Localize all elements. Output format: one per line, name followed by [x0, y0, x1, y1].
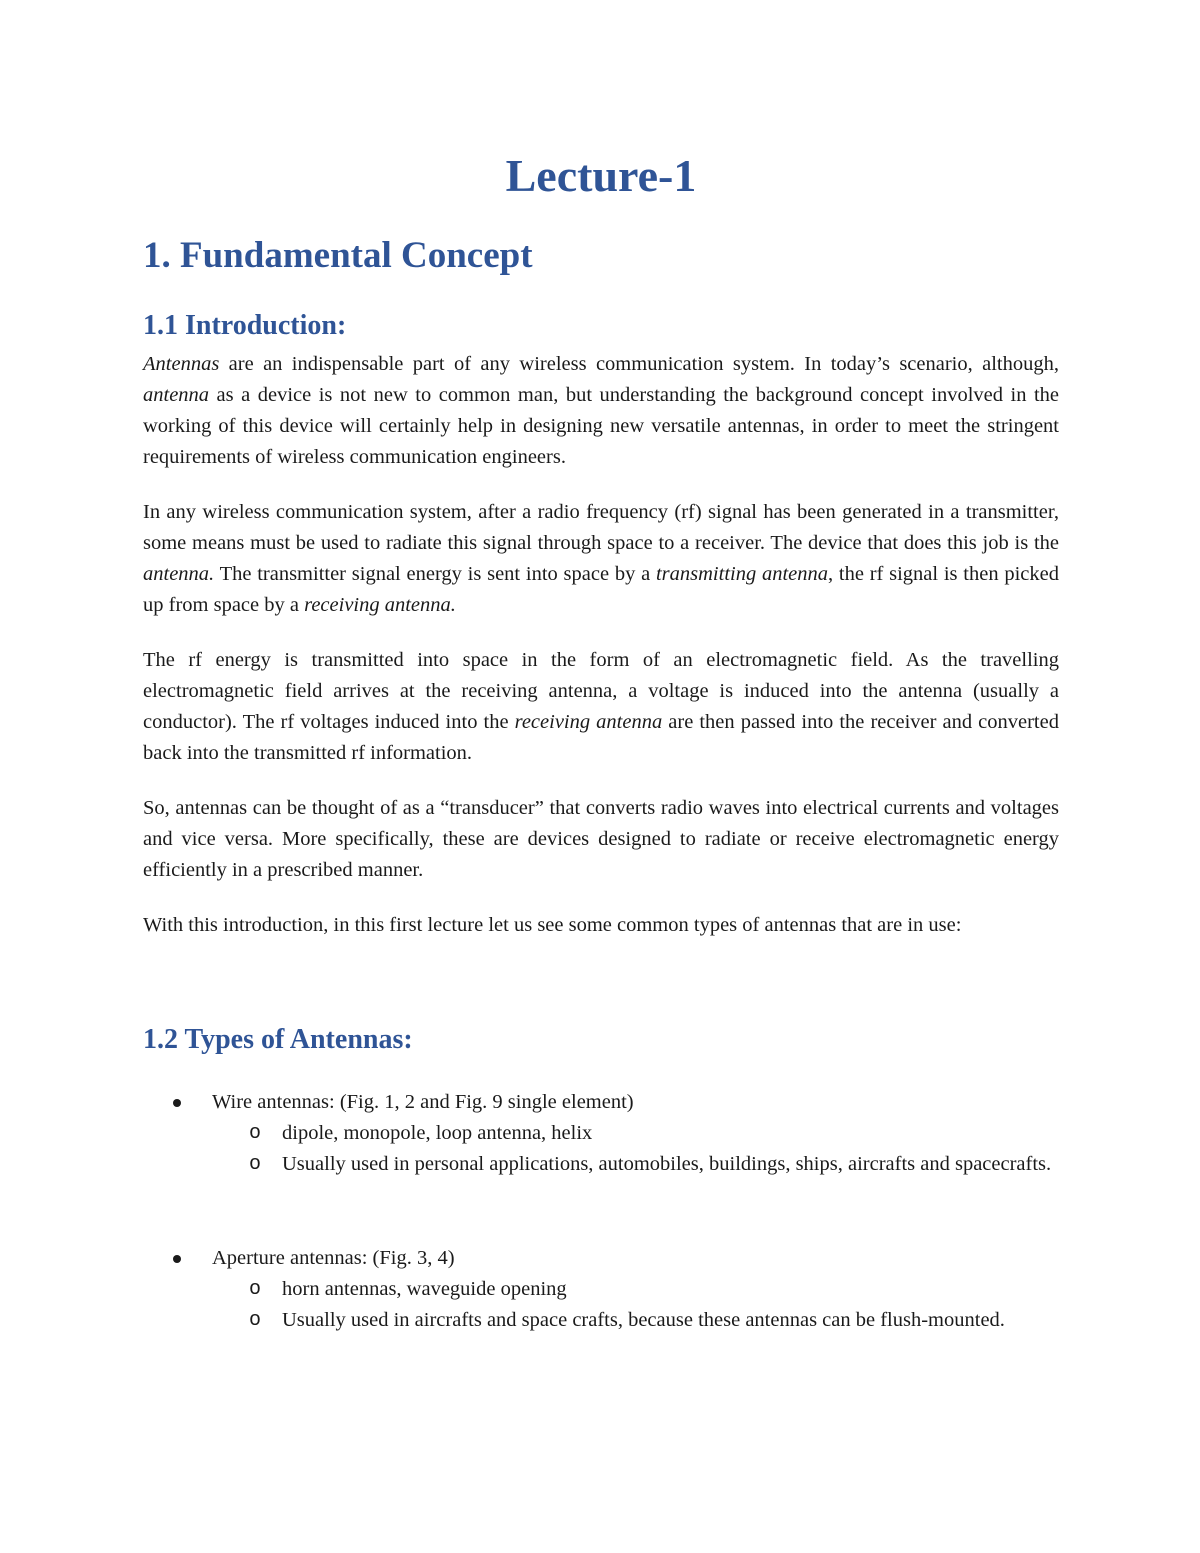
sub-list-item	[143, 1274, 1059, 1305]
section-heading-fundamental-concept: 1. Fundamental Concept	[143, 235, 533, 276]
paragraph-intro-2	[143, 497, 1059, 621]
emphasis-receiving-antenna: receiving antenna	[514, 711, 663, 733]
text-run: The transmitter signal energy is sent into space by a	[214, 563, 656, 585]
text-run: are an indispensable part of any wireless communication system. In today’s scenario, although,	[219, 353, 1059, 375]
text-run: So, antennas can be thought of as a “transducer” that converts radio waves into electrical currents and voltages and vice versa. More specifically, these are devices designed to radiate or receive electromagnetic energy efficiently in a prescribed manner.	[143, 797, 1059, 881]
text-run: are then passed into the receiver and converted back into the transmitted rf information.	[143, 711, 1059, 764]
text-run: The rf energy is transmitted into space in the form of an electromagnetic field. As the travelling electromagnetic field arrives at the receiving antenna, a voltage is induced into the antenna (usually a conductor). The rf voltages induced into the	[143, 649, 1059, 733]
paragraph-intro-3	[143, 645, 1059, 769]
sub-bullet-marker: o	[249, 1309, 262, 1332]
sub-list-item	[143, 1305, 1059, 1336]
lecture-title: Lecture-1	[505, 150, 697, 201]
emphasis-transmitting-antenna: transmitting antenna	[655, 563, 829, 585]
emphasis-antenna: antenna	[143, 384, 210, 406]
bullet-dot	[173, 1099, 181, 1107]
emphasis-antennas: Antennas	[143, 353, 220, 375]
subsection-heading-types-of-antennas: 1.2 Types of Antennas:	[143, 1024, 413, 1055]
sub-list-item	[143, 1118, 1059, 1149]
sub-bullet-marker: o	[249, 1278, 262, 1301]
bullet-dot	[173, 1255, 181, 1263]
subsection-heading-introduction: 1.1 Introduction:	[143, 310, 347, 341]
sub-list-item-text: horn antennas, waveguide opening	[282, 1278, 567, 1300]
emphasis-antenna: antenna.	[143, 563, 215, 585]
sub-bullet-marker: o	[249, 1153, 262, 1176]
antenna-types-list	[143, 1087, 1059, 1180]
list-item-aperture-antennas	[143, 1243, 1059, 1274]
text-run: With this introduction, in this first lecture let us see some common types of antennas that are in use:	[143, 914, 962, 936]
antenna-types-list-continued	[143, 1243, 1059, 1336]
emphasis-receiving-antenna: receiving antenna.	[304, 594, 456, 616]
sub-list-item-text: Usually used in personal applications, automobiles, buildings, ships, aircrafts and spacecrafts.	[282, 1153, 1052, 1175]
text-run: In any wireless communication system, after a radio frequency (rf) signal has been generated in a transmitter, some means must be used to radiate this signal through space to a receiver. The device that does this job is the	[143, 501, 1059, 554]
paragraph-intro-1	[143, 349, 1059, 473]
sub-list-item-text: Usually used in aircrafts and space crafts, because these antennas can be flush-mounted.	[282, 1309, 1005, 1331]
sub-list-item	[143, 1149, 1059, 1180]
sub-bullet-marker: o	[249, 1122, 262, 1145]
text-run: as a device is not new to common man, but understanding the background concept involved in the working of this device will certainly help in designing new versatile antennas, in order to meet the stringent requirements of wireless communication engineers.	[143, 384, 1059, 468]
sub-list-item-text: dipole, monopole, loop antenna, helix	[282, 1122, 593, 1144]
list-item-wire-antennas	[143, 1087, 1059, 1118]
list-item-label: Wire antennas: (Fig. 1, 2 and Fig. 9 single element)	[212, 1091, 634, 1113]
list-item-label: Aperture antennas: (Fig. 3, 4)	[212, 1247, 455, 1269]
paragraph-intro-4	[143, 793, 1059, 886]
text-run: , the rf signal is then picked up from space by a	[143, 563, 1059, 616]
paragraph-intro-5	[143, 910, 1059, 941]
